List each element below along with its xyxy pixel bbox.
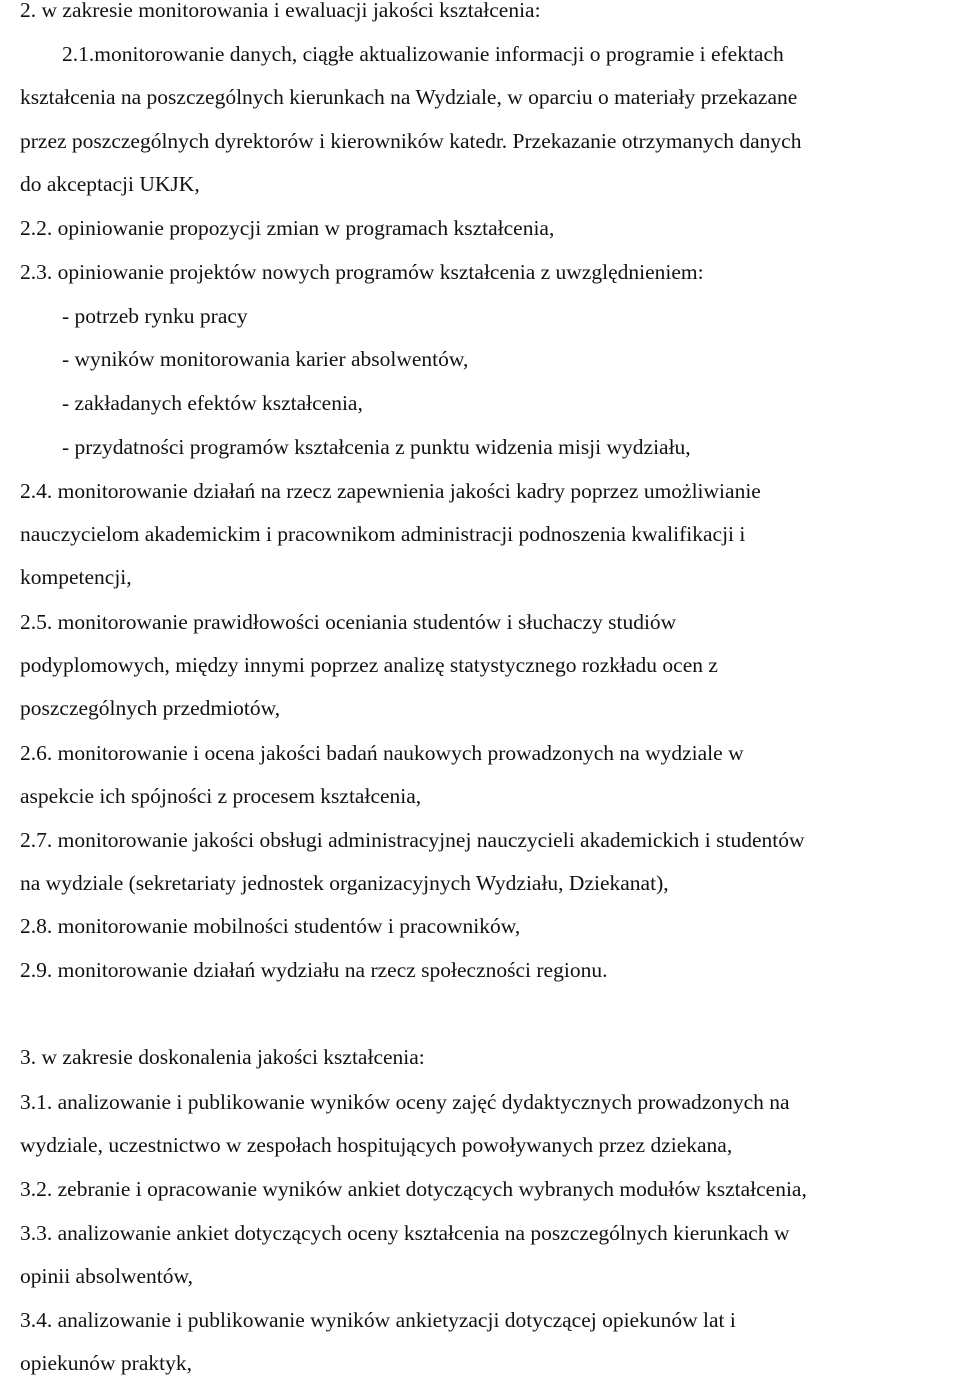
- item-2-9: 2.9. monitorowanie działań wydziału na rzecz społeczności regionu.: [20, 958, 608, 982]
- item-3-4-line-1: 3.4. analizowanie i publikowanie wyników ankietyzacji dotyczącej opiekunów lat i: [20, 1308, 736, 1332]
- item-3-4-line-2: opiekunów praktyk,: [20, 1351, 192, 1375]
- item-2-6-line-2: aspekcie ich spójności z procesem kształcenia,: [20, 784, 422, 808]
- item-2-3-bullet-3: - zakładanych efektów kształcenia,: [62, 391, 363, 415]
- item-2-4-line-1: 2.4. monitorowanie działań na rzecz zapewnienia jakości kadry poprzez umożliwianie: [20, 479, 761, 503]
- item-2-3-bullet-2: - wyników monitorowania karier absolwentów,: [62, 347, 469, 371]
- item-2-4-line-3: kompetencji,: [20, 565, 132, 589]
- section-heading-3: 3. w zakresie doskonalenia jakości kształcenia:: [20, 1045, 425, 1069]
- item-2-3-bullet-4: - przydatności programów kształcenia z punktu widzenia misji wydziału,: [62, 435, 691, 459]
- item-2-7-line-2: na wydziale (sekretariaty jednostek organizacyjnych Wydziału, Dziekanat),: [20, 871, 669, 895]
- item-2-1-line-1: 2.1.monitorowanie danych, ciągłe aktualizowanie informacji o programie i efektach: [62, 42, 784, 66]
- item-3-1-line-2: wydziale, uczestnictwo w zespołach hospitujących powoływanych przez dziekana,: [20, 1133, 733, 1157]
- item-2-8: 2.8. monitorowanie mobilności studentów i pracowników,: [20, 914, 521, 938]
- item-3-3-line-2: opinii absolwentów,: [20, 1264, 193, 1288]
- item-2-1-line-4: do akceptacji UKJK,: [20, 172, 200, 196]
- item-3-2: 3.2. zebranie i opracowanie wyników ankiet dotyczących wybranych modułów kształcenia,: [20, 1177, 807, 1201]
- item-2-3: 2.3. opiniowanie projektów nowych programów kształcenia z uwzględnieniem:: [20, 260, 704, 284]
- item-2-1-line-3: przez poszczególnych dyrektorów i kierowników katedr. Przekazanie otrzymanych danych: [20, 129, 802, 153]
- item-2-1-line-2: kształcenia na poszczególnych kierunkach na Wydziale, w oparciu o materiały przekazane: [20, 85, 798, 109]
- item-2-4-line-2: nauczycielom akademickim i pracownikom administracji podnoszenia kwalifikacji i: [20, 522, 746, 546]
- item-3-3-line-1: 3.3. analizowanie ankiet dotyczących oceny kształcenia na poszczególnych kierunkach w: [20, 1221, 790, 1245]
- item-2-6-line-1: 2.6. monitorowanie i ocena jakości badań naukowych prowadzonych na wydziale w: [20, 741, 744, 765]
- item-2-5-line-1: 2.5. monitorowanie prawidłowości oceniania studentów i słuchaczy studiów: [20, 610, 677, 634]
- item-2-7-line-1: 2.7. monitorowanie jakości obsługi administracyjnej nauczycieli akademickich i studentów: [20, 828, 805, 852]
- item-3-1-line-1: 3.1. analizowanie i publikowanie wyników oceny zajęć dydaktycznych prowadzonych na: [20, 1090, 790, 1114]
- item-2-2: 2.2. opiniowanie propozycji zmian w programach kształcenia,: [20, 216, 555, 240]
- item-2-5-line-3: poszczególnych przedmiotów,: [20, 696, 281, 720]
- item-2-3-bullet-1: - potrzeb rynku pracy: [62, 304, 248, 328]
- item-2-5-line-2: podyplomowych, między innymi poprzez analizę statystycznego rozkładu ocen z: [20, 653, 718, 677]
- section-heading-2: 2. w zakresie monitorowania i ewaluacji jakości kształcenia:: [20, 0, 541, 22]
